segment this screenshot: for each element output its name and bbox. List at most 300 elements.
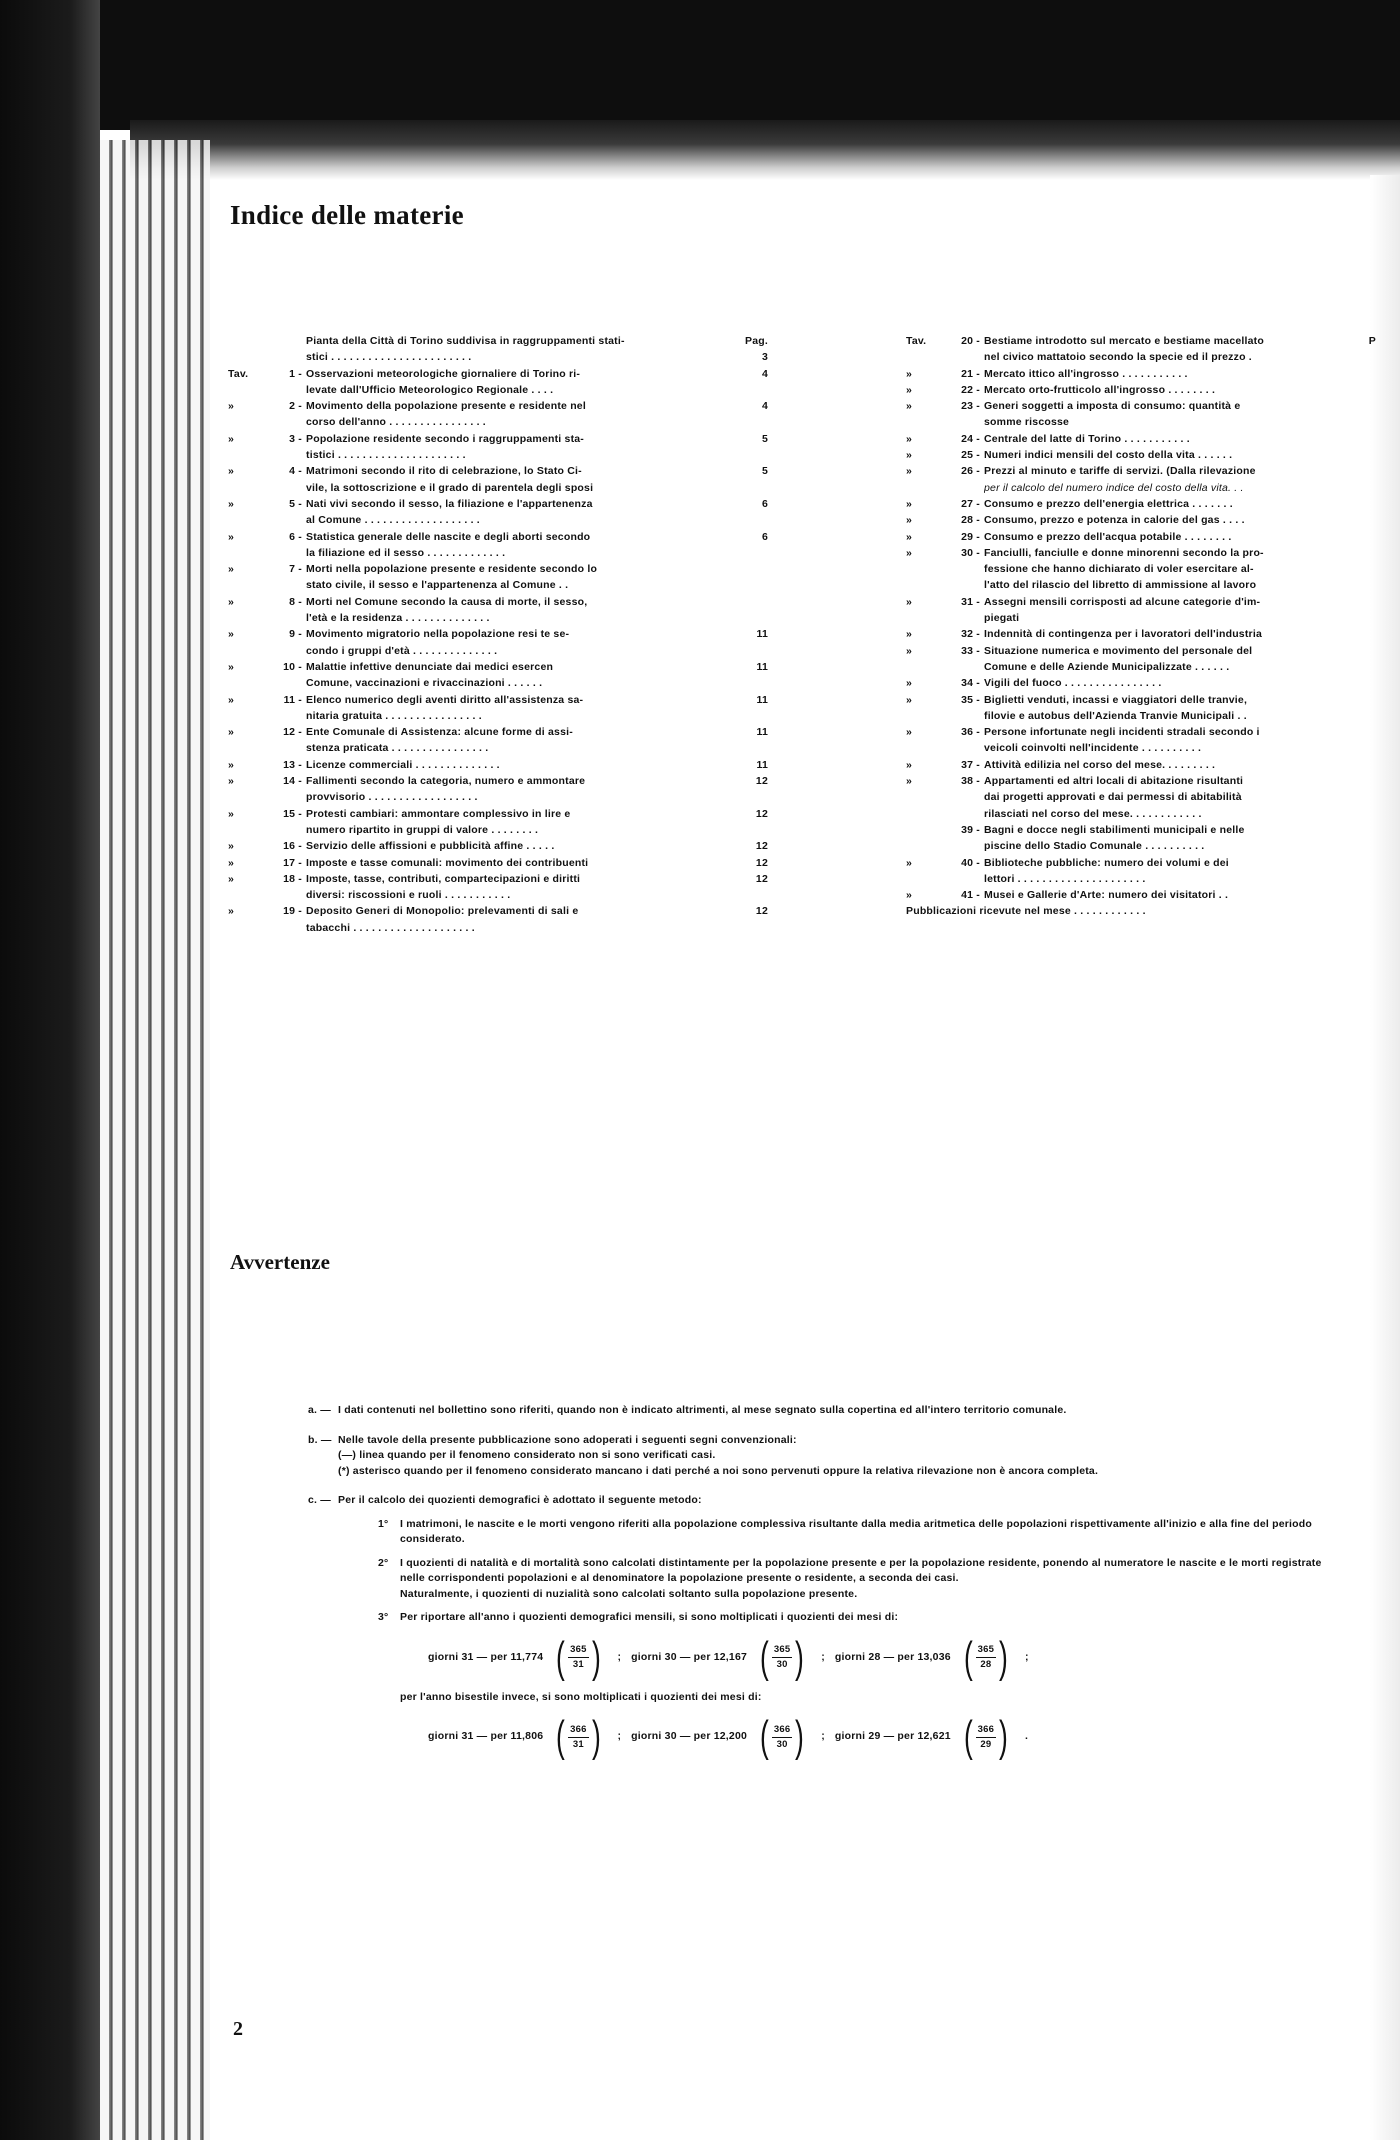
toc-entry-line: Malattie infettive denunciate dai medici esercen: [306, 660, 554, 673]
toc-tav-label: »: [228, 758, 235, 771]
formula-term: giorni 31 — per 11,806: [428, 1730, 544, 1743]
toc-entry-title: [306, 871, 732, 904]
note-b-line2: (*) asterisco quando per il fenomeno considerato mancano i dati perché a noi sono pervenuti oppure la relativa rilevazione non è ancora completa.: [338, 1464, 1099, 1477]
fraction: [961, 1712, 1011, 1761]
toc-entry-number: 3 -: [289, 432, 302, 445]
leap-year-note: [378, 1690, 1348, 1706]
toc-tav-label: »: [906, 449, 913, 462]
toc-entry-number: 1 -: [289, 367, 302, 380]
avvertenze-title: Avvertenze: [230, 1250, 330, 1274]
toc-entry-line: Assegni mensili corrisposti ad alcune categorie d'im-: [984, 595, 1261, 608]
fraction: [757, 1712, 807, 1761]
toc-entry-number: 12 -: [283, 726, 302, 739]
toc-page-number: 4: [761, 367, 768, 380]
formula-normal-year: [428, 1632, 1348, 1682]
toc-page-number: 11: [756, 758, 768, 771]
toc-tav-label: »: [906, 889, 913, 902]
toc-entry: [228, 561, 768, 594]
toc-entry: [228, 463, 768, 496]
toc-tav-label: »: [228, 726, 235, 739]
toc-tav-label: »: [228, 856, 235, 869]
toc-entry-title: [306, 757, 732, 773]
toc-entry-title: [984, 529, 1356, 545]
toc-entry-title: [306, 855, 732, 871]
toc-entry-number: 16 -: [283, 840, 302, 853]
toc-entry-line: Vigili del fuoco . . . . . . . . . . . . . . . .: [984, 677, 1162, 690]
paren-right: ): [591, 1632, 601, 1682]
toc-entry: [228, 496, 768, 529]
toc-entry-number: 14 -: [283, 775, 302, 788]
toc-entry-title: [984, 366, 1356, 382]
toc-entry: [906, 545, 1376, 594]
toc-entry-number: 26 -: [961, 465, 980, 478]
toc-page-number: 11: [756, 660, 768, 673]
toc-entry-line: piscine dello Stadio Comunale . . . . . . . . . .: [984, 840, 1205, 853]
toc-entry-number: 25 -: [961, 449, 980, 462]
toc-entry-title: [306, 594, 732, 627]
toc-entry-line: Fallimenti secondo la categoria, numero e ammontare: [306, 775, 586, 788]
toc-entry: [906, 643, 1376, 676]
toc-entry-title: [306, 838, 732, 854]
toc-entry-number: 13 -: [283, 758, 302, 771]
toc-entry-number: 41 -: [961, 889, 980, 902]
toc-entry: [906, 757, 1376, 773]
toc-entry-number: 23 -: [961, 400, 980, 413]
note-b-intro: Nelle tavole della presente pubblicazione sono adoperati i seguenti segni convenzionali:: [338, 1433, 797, 1446]
toc-entry-title: [984, 822, 1356, 855]
toc-entry: [906, 822, 1376, 855]
toc-entry-line: Mercato orto-frutticolo all'ingrosso . . . . . . . .: [984, 383, 1216, 396]
toc-page-number: 11: [756, 693, 768, 706]
toc-entry-line: al Comune . . . . . . . . . . . . . . . . . . .: [306, 514, 480, 527]
toc-tav-label: »: [906, 514, 913, 527]
toc-entry-line: provvisorio . . . . . . . . . . . . . . . . . .: [306, 791, 478, 804]
toc-entry-line: condo i gruppi d'età . . . . . . . . . . . . . .: [306, 644, 498, 657]
toc-entry-line: veicoli coinvolti nell'incidente . . . . . . . . . .: [984, 742, 1202, 755]
toc-entry-line: nel civico mattatoio secondo la specie ed il prezzo .: [984, 351, 1252, 364]
toc-entry-line: Comune e delle Aziende Municipalizzate . . . . . .: [984, 660, 1230, 673]
fraction-body: [568, 1643, 588, 1672]
formula-separator: ;: [1024, 1650, 1029, 1663]
toc-entry-number: 34 -: [961, 677, 980, 690]
toc-entry-line: Situazione numerica e movimento del personale del: [984, 644, 1253, 657]
toc-entry-title: [984, 496, 1356, 512]
fraction-numerator: 366: [568, 1723, 588, 1738]
scan-top-border: [0, 0, 1400, 130]
note-c-item-2-text2: Naturalmente, i quozienti di nuzialità sono calcolati soltanto sulla popolazione presente.: [400, 1587, 858, 1600]
toc-entry-title: [306, 529, 732, 562]
note-c-item-1-num: 1°: [378, 1517, 389, 1530]
toc-entry-line: Comune, vaccinazioni e rivaccinazioni . . . . . .: [306, 677, 543, 690]
toc-left-column: [228, 333, 768, 936]
toc-entry-line: tistici . . . . . . . . . . . . . . . . . . . . .: [306, 449, 466, 462]
toc-page-number: 12: [755, 840, 768, 853]
toc-tav-label: »: [906, 546, 913, 559]
toc-page-number: P: [1368, 335, 1376, 347]
toc-entry-line: levate dall'Ufficio Meteorologico Regionale . . . .: [306, 383, 554, 396]
toc-entry-line: rilasciati nel corso del mese. . . . . . . . . . . .: [984, 807, 1202, 820]
note-b-label: b. —: [308, 1433, 332, 1446]
fraction-body: [976, 1643, 996, 1672]
toc-entry: [906, 463, 1376, 496]
toc-entry-line: Movimento migratorio nella popolazione resi te se-: [306, 628, 570, 641]
toc-tav-label: »: [906, 693, 913, 706]
toc-entry-title: [306, 463, 732, 496]
paren-left: (: [963, 1632, 973, 1682]
toc-entry-line: Numeri indici mensili del costo della vita . . . . . .: [984, 449, 1233, 462]
toc-entry: [228, 529, 768, 562]
toc-entry-line: Consumo e prezzo dell'acqua potabile . . . . . . . .: [984, 530, 1232, 543]
fraction-body: [772, 1723, 792, 1752]
toc-entry-line: Elenco numerico degli aventi diritto all'assistenza sa-: [306, 693, 584, 706]
toc-entry-number: 11 -: [283, 693, 302, 706]
toc-tav-label: Tav.: [906, 335, 927, 347]
note-c: [308, 1493, 1348, 1769]
toc-entry-line: corso dell'anno . . . . . . . . . . . . . . . .: [306, 416, 486, 429]
toc-tav-label: »: [906, 758, 913, 771]
toc-entry-line: Imposte, tasse, contributi, compartecipazioni e diritti: [306, 872, 581, 885]
paren-right: ): [795, 1632, 805, 1682]
toc-entry-line: Statistica generale delle nascite e degli aborti secondo: [306, 530, 591, 543]
toc-entry-title: [306, 333, 732, 366]
toc-entry: [228, 594, 768, 627]
toc-entry: [228, 692, 768, 725]
toc-entry-number: 22 -: [961, 383, 980, 396]
toc-tav-label: »: [228, 530, 235, 543]
toc-entry: [906, 382, 1376, 398]
toc-tav-label: »: [906, 856, 913, 869]
toc-entry-number: 33 -: [961, 644, 980, 657]
toc-entry-number: 18 -: [283, 872, 302, 885]
toc-entry-line: Pubblicazioni ricevute nel mese . . . . . . . . . . . .: [906, 905, 1146, 918]
toc-entry-line: Appartamenti ed altri locali di abitazione risultanti: [984, 775, 1244, 788]
toc-entry-line: nitaria gratuita . . . . . . . . . . . . . . . .: [306, 709, 482, 722]
toc-entry: [228, 855, 768, 871]
toc-page-number: 12: [755, 807, 768, 820]
toc-page-number: 11: [756, 726, 768, 739]
toc-entry-title: [984, 855, 1356, 888]
toc-entry-number: 30 -: [961, 546, 980, 559]
toc-entry: [228, 659, 768, 692]
toc-page-number: 12: [755, 775, 768, 788]
toc-entry-number: 31 -: [961, 595, 980, 608]
fraction-denominator: 31: [572, 1738, 584, 1750]
toc-entry-line: Attività edilizia nel corso del mese. . . . . . . . .: [984, 758, 1216, 771]
toc-tav-label: »: [906, 432, 913, 445]
note-c-intro: Per il calcolo dei quozienti demografici è adottato il seguente metodo:: [338, 1494, 702, 1506]
toc-entry: [906, 431, 1376, 447]
toc-tav-label: »: [228, 497, 235, 510]
toc-page-number: 5: [761, 465, 768, 478]
fraction-body: [568, 1723, 588, 1752]
toc-tav-label: »: [906, 775, 913, 788]
note-c-item-2-num: 2°: [378, 1556, 389, 1569]
toc-tav-label: »: [228, 693, 235, 706]
formula-term: giorni 30 — per 12,167: [631, 1650, 748, 1663]
toc-page-number: 4: [761, 400, 768, 413]
toc-entry-title: [984, 675, 1356, 691]
toc-tav-label: »: [906, 726, 913, 739]
formula-separator: .: [1024, 1730, 1029, 1743]
paren-left: (: [760, 1712, 769, 1761]
toc-entry-title: [306, 561, 732, 594]
toc-entry: [906, 594, 1376, 627]
paren-right: ): [795, 1712, 805, 1761]
toc-entry-number: 27 -: [961, 497, 980, 510]
toc-entry-number: 29 -: [961, 530, 980, 543]
toc-entry-title: [984, 594, 1356, 627]
toc-tav-label: »: [228, 905, 235, 918]
toc-entry-title: [984, 626, 1356, 642]
toc-entry-line: Imposte e tasse comunali: movimento dei contribuenti: [306, 856, 589, 869]
toc-entry-number: 32 -: [961, 628, 980, 641]
toc-entry-number: 24 -: [961, 432, 980, 445]
toc-entry-line: l'atto del rilascio del libretto di ammissione al lavoro: [984, 579, 1257, 592]
toc-tav-label: »: [228, 400, 235, 413]
toc-entry: [228, 431, 768, 464]
toc-entry-title: [306, 431, 732, 464]
note-c-item-2: [378, 1556, 1348, 1603]
toc-entry-title: [984, 447, 1356, 463]
toc-entry: [228, 806, 768, 839]
toc-tav-label: »: [906, 595, 913, 608]
fraction: [961, 1632, 1011, 1682]
toc-tav-label: »: [228, 840, 235, 853]
toc-entry-number: 40 -: [961, 856, 980, 869]
toc-entry-line: stato civile, il sesso e l'appartenenza al Comune . .: [306, 579, 569, 592]
fraction-denominator: 30: [776, 1659, 788, 1670]
toc-entry: [228, 366, 768, 399]
toc-entry-title: [984, 463, 1356, 496]
toc-entry-line: stenza praticata . . . . . . . . . . . . . . . .: [306, 742, 489, 755]
formula-term: giorni 31 — per 11,774: [428, 1650, 544, 1663]
toc-entry-line: Osservazioni meteorologiche giornaliere di Torino ri-: [306, 367, 581, 380]
toc-entry: [228, 724, 768, 757]
toc-entry-line: filovie e autobus dell'Azienda Tranvie Municipali . .: [984, 709, 1247, 722]
toc-tav-label: »: [228, 872, 235, 885]
toc-entry: [228, 838, 768, 854]
toc-entry: [906, 366, 1376, 382]
toc-entry-line: Bestiame introdotto sul mercato e bestiame macellato: [984, 335, 1264, 347]
toc-entry: [906, 887, 1376, 903]
paren-right: ): [999, 1712, 1008, 1761]
note-c-item-1: [378, 1517, 1348, 1548]
paren-left: (: [556, 1712, 566, 1761]
formula-separator: ;: [617, 1730, 622, 1743]
note-b: [308, 1433, 1348, 1480]
toc-entry: [906, 724, 1376, 757]
toc-entry: [906, 496, 1376, 512]
toc-page-number: 11: [756, 628, 768, 641]
toc-entry-title: [984, 545, 1356, 594]
toc-entry-number: 10 -: [283, 660, 302, 673]
toc-entry-title: [984, 773, 1356, 822]
paren-left: (: [760, 1632, 769, 1682]
toc-tav-label: »: [228, 775, 235, 788]
toc-entry-title: [306, 903, 732, 936]
toc-tav-label: »: [906, 530, 913, 543]
toc-entry-number: 2 -: [289, 400, 302, 413]
toc-entry-number: 4 -: [289, 465, 302, 478]
toc-entry-number: 39 -: [961, 823, 980, 836]
toc-tav-label: »: [906, 465, 913, 478]
toc-entry-line: Persone infortunate negli incidenti stradali secondo i: [984, 726, 1260, 739]
toc-entry: [906, 675, 1376, 691]
toc-entry-number: 20 -: [961, 335, 980, 347]
toc-entry-number: 9 -: [289, 628, 302, 641]
toc-tav-label: »: [906, 677, 913, 690]
paren-right: ): [999, 1632, 1008, 1682]
toc-entry-line: Morti nella popolazione presente e residente secondo lo: [306, 563, 598, 576]
toc-entry-number: 19 -: [283, 905, 302, 918]
toc-entry-number: 21 -: [961, 367, 980, 380]
fraction-denominator: 28: [980, 1659, 992, 1670]
toc-entry-line: Consumo e prezzo dell'energia elettrica . . . . . . .: [984, 497, 1233, 510]
note-c-item-1-text: I matrimoni, le nascite e le morti vengono riferiti alla popolazione complessiva risultante dalla media aritmetica delle popolazioni rispettivamente all'inizio e alla fine del periodo considerato.: [400, 1517, 1312, 1545]
scan-shadow: [130, 120, 1400, 180]
page-number: 2: [233, 2018, 243, 2040]
paren-left: (: [963, 1712, 973, 1761]
toc-entry-title: [306, 773, 732, 806]
toc-entry-line: Nati vivi secondo il sesso, la filiazione e l'appartenenza: [306, 497, 593, 510]
note-a: [308, 1403, 1348, 1419]
toc-tav-label: »: [906, 644, 913, 657]
toc-entry-line: tabacchi . . . . . . . . . . . . . . . . . . . .: [306, 921, 475, 934]
toc-entry-title: [984, 431, 1356, 447]
toc-entry: [906, 447, 1376, 463]
note-c-item-2-text: I quozienti di natalità e di mortalità sono calcolati distintamente per la popolazione presente e per la popolazione residente, ponendo al numeratore le nascite e le morti registrate nelle corrispondenti popolazioni e al denominatore la popolazione presente o residente, a seconda dei casi.: [400, 1556, 1322, 1584]
paren-left: (: [556, 1632, 566, 1682]
toc-entry-title: [984, 382, 1356, 398]
toc-entry-line: numero ripartito in gruppi di valore . . . . . . . .: [306, 823, 539, 836]
fraction-numerator: 366: [976, 1723, 996, 1738]
toc-entry-line: Protesti cambiari: ammontare complessivo in lire e: [306, 807, 571, 820]
formula-separator: ;: [821, 1650, 825, 1663]
toc-entry: [906, 626, 1376, 642]
toc-entry: [906, 529, 1376, 545]
toc-page-number: 12: [755, 856, 768, 869]
toc-entry-title: [306, 496, 732, 529]
toc-entry-title: [984, 757, 1356, 773]
toc-tav-label: »: [228, 628, 235, 641]
note-c-label: c. —: [308, 1494, 331, 1506]
toc-tav-label: »: [228, 595, 235, 608]
toc-entry-line: Indennità di contingenza per i lavoratori dell'industria: [984, 628, 1262, 641]
fraction-denominator: 30: [776, 1738, 788, 1750]
leap-year-text: per l'anno bisestile invece, si sono moltiplicati i quozienti dei mesi di:: [400, 1690, 762, 1703]
toc-entry: [906, 692, 1376, 725]
toc-tav-label: »: [906, 400, 913, 413]
toc-entry: [906, 398, 1376, 431]
toc-entry-title: [306, 724, 732, 757]
toc-entry-title: [984, 887, 1356, 903]
toc-tav-label: »: [228, 807, 235, 820]
toc-page-number: Pag. 3: [745, 335, 768, 364]
toc-entry: [228, 757, 768, 773]
toc-entry-line: dai progetti approvati e dai permessi di abitabilità: [984, 791, 1242, 804]
toc-entry-line: Matrimoni secondo il rito di celebrazione, lo Stato Ci-: [306, 465, 582, 478]
fraction-numerator: 365: [772, 1643, 792, 1658]
note-a-text: I dati contenuti nel bollettino sono riferiti, quando non è indicato altrimenti, al mese segnato sulla copertina ed all'intero territorio comunale.: [338, 1404, 1067, 1416]
toc-entry-number: 7 -: [289, 563, 302, 576]
fraction-denominator: 31: [572, 1659, 584, 1670]
formula-separator: ;: [821, 1730, 825, 1743]
book-spine-edges: [100, 140, 210, 2140]
toc-entry: [228, 626, 768, 659]
toc-entry-line: Fanciulli, fanciulle e donne minorenni secondo la pro-: [984, 546, 1264, 559]
toc-entry-number: 38 -: [961, 775, 980, 788]
toc-entry-number: 36 -: [961, 726, 980, 739]
toc-entry-line: Morti nel Comune secondo la causa di morte, il sesso,: [306, 595, 588, 608]
formula-separator: ;: [617, 1650, 622, 1663]
page-title: Indice delle materie: [230, 200, 464, 230]
toc-entry-line: fessione che hanno dichiarato di voler esercitare al-: [984, 563, 1254, 576]
formula-term: giorni 30 — per 12,200: [631, 1730, 748, 1743]
toc-entry-line: Servizio delle affissioni e pubblicità affine . . . . .: [306, 840, 555, 853]
toc-entry-line: piegati: [984, 612, 1020, 625]
toc-entry-number: 17 -: [283, 856, 302, 869]
toc-entry-number: 8 -: [289, 595, 302, 608]
fraction-denominator: 29: [980, 1738, 992, 1750]
formula-leap-year: [428, 1712, 1348, 1761]
toc-entry-line: Generi soggetti a imposta di consumo: quantità e: [984, 400, 1241, 413]
toc-page-number: 12: [755, 905, 768, 918]
note-a-label: a. —: [308, 1404, 331, 1416]
toc-entry-line: Pianta della Città di Torino suddivisa in raggruppamenti stati-: [306, 335, 625, 347]
toc-entry-title: [306, 626, 732, 659]
toc-tav-label: »: [906, 628, 913, 641]
note-c-item-3-text: Per riportare all'anno i quozienti demografici mensili, si sono moltiplicati i quozienti dei mesi di:: [400, 1611, 899, 1623]
toc-tav-label: »: [906, 367, 913, 380]
toc-entry-title: [984, 643, 1356, 676]
fraction-numerator: 365: [976, 1643, 996, 1658]
toc-entry-title: [306, 692, 732, 725]
toc-page-number: 6: [761, 497, 768, 510]
toc-entry-line: diversi: riscossioni e ruoli . . . . . . . . . . .: [306, 889, 511, 902]
toc-entry-title: [906, 903, 1356, 919]
toc-page-number: 6: [761, 530, 768, 543]
toc-tav-label: Tav.: [228, 367, 249, 380]
toc-entry-line: Movimento della popolazione presente e residente nel: [306, 400, 586, 413]
toc-entry-line: per il calcolo del numero indice del costo della vita. . .: [984, 481, 1244, 494]
toc-page-number: 5: [761, 432, 768, 445]
toc-entry-line: somme riscosse: [984, 416, 1070, 429]
toc-right-column: [906, 333, 1376, 920]
fraction: [757, 1632, 807, 1682]
fraction-body: [976, 1723, 996, 1752]
toc-entry-number: 5 -: [289, 497, 302, 510]
toc-entry-title: [306, 398, 732, 431]
toc-entry: [228, 333, 768, 366]
toc-entry-number: 28 -: [961, 514, 980, 527]
toc-entry-line: vile, la sottoscrizione e il grado di parentela degli sposi: [306, 481, 594, 494]
toc-entry-line: Bagni e docce negli stabilimenti municipali e nelle: [984, 823, 1245, 836]
toc-entry-line: Prezzi al minuto e tariffe di servizi. (Dalla rilevazione: [984, 465, 1256, 478]
toc-entry-title: [984, 692, 1356, 725]
toc-entry: [906, 512, 1376, 528]
toc-entry-line: Centrale del latte di Torino . . . . . . . . . . .: [984, 432, 1190, 445]
toc-entry-number: 37 -: [961, 758, 980, 771]
fraction-numerator: 365: [568, 1643, 588, 1658]
toc-tav-label: »: [906, 497, 913, 510]
toc-tav-label: »: [228, 660, 235, 673]
toc-entry-title: [984, 398, 1356, 431]
toc-entry-line: Musei e Gallerie d'Arte: numero dei visitatori . .: [984, 889, 1229, 902]
avvertenze-notes: [308, 1403, 1348, 1783]
toc-entry-line: Popolazione residente secondo i raggruppamenti sta-: [306, 432, 584, 445]
toc-tav-label: »: [228, 563, 235, 576]
toc-entry-line: Consumo, prezzo e potenza in calorie del gas . . . .: [984, 514, 1245, 527]
